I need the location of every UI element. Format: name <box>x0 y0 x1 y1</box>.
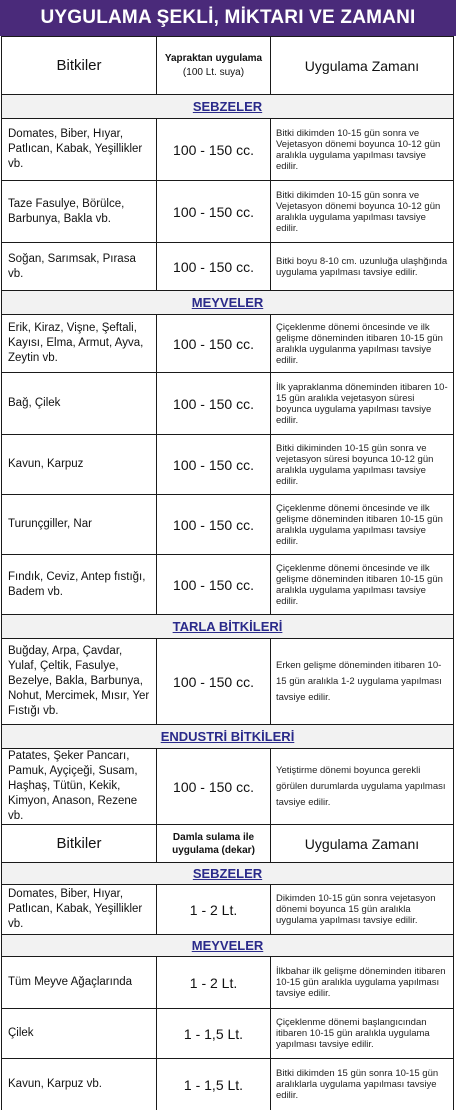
plants-cell: Domates, Biber, Hıyar, Patlıcan, Kabak, Yeşillikler vb. <box>2 119 157 181</box>
timing-cell: Çiçeklenme dönemi öncesinde ve ilk gelişme döneminden itibaren 10-15 gün aralıkla uygulama yapılması tavsiye edilir. <box>271 495 454 555</box>
table-row <box>2 957 454 1009</box>
dose-cell: 100 - 150 cc. <box>157 435 271 495</box>
table-row <box>2 1059 454 1110</box>
table-row <box>2 495 454 555</box>
table-row <box>2 749 454 825</box>
header-foliar-dose-line1: Yapraktan uygulama <box>164 52 263 64</box>
plants-cell: Patates, Şeker Pancarı, Pamuk, Ayçiçeği, Susam, Haşhaş, Tütün, Kekik, Kimyon, Anason, Rezene vb. <box>2 749 157 825</box>
category-label: MEYVELER <box>191 295 264 310</box>
category-row <box>2 615 454 639</box>
dose-cell: 100 - 150 cc. <box>157 495 271 555</box>
category-label: SEBZELER <box>192 99 263 114</box>
plants-cell: Domates, Biber, Hıyar, Patlıcan, Kabak, Yeşillikler vb. <box>2 885 157 935</box>
category-row <box>2 95 454 119</box>
category-label: TARLA BİTKİLERİ <box>172 619 283 634</box>
category-row <box>2 725 454 749</box>
header-drip-dose <box>157 825 271 863</box>
header-foliar-dose-line2: (100 Lt. suya) <box>182 66 245 78</box>
plants-cell: Çilek <box>2 1009 157 1059</box>
dose-cell: 100 - 150 cc. <box>157 749 271 825</box>
category-label: MEYVELER <box>191 938 264 953</box>
table-row <box>2 181 454 243</box>
timing-cell: Yetiştirme dönemi boyunca gerekli görülen durumlarda uygulama yapılması tavsiye edilir. <box>271 749 454 825</box>
plants-cell: Buğday, Arpa, Çavdar, Yulaf, Çeltik, Fasulye, Bezelye, Bakla, Barbunya, Nohut, Mercimek, Mısır, Yer Fıstığı vb. <box>2 639 157 725</box>
timing-cell: Bitki dikiminden 10-15 gün sonra ve vejetasyon süresi boyunca 10-12 gün aralıkla uygulama yapılması tavsiye edilir. <box>271 435 454 495</box>
dose-cell: 100 - 150 cc. <box>157 181 271 243</box>
dose-cell: 1 - 1,5 Lt. <box>157 1009 271 1059</box>
dose-cell: 100 - 150 cc. <box>157 119 271 181</box>
timing-cell: Erken gelişme döneminden itibaren 10-15 gün aralıkla 1-2 uygulama yapılması tavsiye edilir. <box>271 639 454 725</box>
table-row <box>2 555 454 615</box>
category-endustri <box>2 725 454 749</box>
timing-cell: İlkbahar ilk gelişme döneminden itibaren 10-15 gün aralıkla uygulama yapılması tavsiye edilir. <box>271 957 454 1009</box>
application-table <box>1 36 454 1110</box>
plants-cell: Erik, Kiraz, Vişne, Şeftali, Kayısı, Elma, Armut, Ayva, Zeytin vb. <box>2 315 157 373</box>
header-timing: Uygulama Zamanı <box>271 825 454 863</box>
timing-cell: Çiçeklenme dönemi öncesinde ve ilk gelişme döneminden itibaren 10-15 gün aralıkla uygulama yapılması tavsiye edilir. <box>271 555 454 615</box>
table-row <box>2 1009 454 1059</box>
table-row <box>2 639 454 725</box>
timing-cell: Bitki dikimden 10-15 gün sonra ve Vejetasyon dönemi boyunca 10-12 gün aralıkla uygulama yapılması tavsiye edilir. <box>271 119 454 181</box>
timing-cell: Çiçeklenme dönemi öncesinde ve ilk gelişme döneminden itibaren 10-15 gün aralıkla uygulanma yapılması tavsiye edilir. <box>271 315 454 373</box>
timing-cell: Çiçeklenme dönemi başlangıcından itibaren 10-15 gün aralıkla uygulama yapılması tavsiye edilir. <box>271 1009 454 1059</box>
plants-cell: Kavun, Karpuz <box>2 435 157 495</box>
dose-cell: 100 - 150 cc. <box>157 639 271 725</box>
table-row <box>2 435 454 495</box>
page-title: UYGULAMA ŞEKLİ, MİKTARI VE ZAMANI <box>0 0 456 36</box>
header-timing: Uygulama Zamanı <box>271 37 454 95</box>
table-row <box>2 119 454 181</box>
table-header-drip <box>2 825 454 863</box>
category-tarla <box>2 615 454 639</box>
table-header-foliar <box>2 37 454 95</box>
category-sebzeler <box>2 95 454 119</box>
dose-cell: 1 - 1,5 Lt. <box>157 1059 271 1110</box>
timing-cell: Dikimden 10-15 gün sonra vejetasyon dönemi boyunca 15 gün aralıkla uygulama yapılması tavsiye edilir. <box>271 885 454 935</box>
category-meyveler <box>2 291 454 315</box>
category-row <box>2 291 454 315</box>
plants-cell: Tüm Meyve Ağaçlarında <box>2 957 157 1009</box>
header-foliar-dose <box>157 37 271 95</box>
timing-cell: Bitki dikimden 10-15 gün sonra ve Vejetasyon dönemi boyunca 10-12 gün aralıkla uygulama yapılması tavsiye edilir. <box>271 181 454 243</box>
dose-cell: 1 - 2 Lt. <box>157 885 271 935</box>
timing-cell: Bitki boyu 8-10 cm. uzunluğa ulaşhğında uygulama yapılması tavsiye edilir. <box>271 243 454 291</box>
header-drip-dose-line2: uygulama (dekar) <box>172 844 255 856</box>
category-drip-sebzeler <box>2 863 454 885</box>
plants-cell: Taze Fasulye, Börülce, Barbunya, Bakla vb. <box>2 181 157 243</box>
plants-cell: Kavun, Karpuz vb. <box>2 1059 157 1110</box>
timing-cell: Bitki dikimden 15 gün sonra 10-15 gün aralıklarla uygulama yapılması tavsiye edilir. <box>271 1059 454 1110</box>
plants-cell: Soğan, Sarımsak, Pırasa vb. <box>2 243 157 291</box>
category-row <box>2 935 454 957</box>
category-label: SEBZELER <box>192 866 263 881</box>
dose-cell: 100 - 150 cc. <box>157 243 271 291</box>
table-row <box>2 243 454 291</box>
table-row <box>2 373 454 435</box>
header-drip-dose-line1: Damla sulama ile <box>172 831 255 843</box>
plants-cell: Bağ, Çilek <box>2 373 157 435</box>
plants-cell: Turunçgiller, Nar <box>2 495 157 555</box>
category-row <box>2 863 454 885</box>
table-row <box>2 315 454 373</box>
table-row <box>2 885 454 935</box>
header-plants: Bitkiler <box>2 37 157 95</box>
plants-cell: Fındık, Ceviz, Antep fıstığı, Badem vb. <box>2 555 157 615</box>
category-label: ENDUSTRİ BİTKİLERİ <box>160 729 295 744</box>
dose-cell: 100 - 150 cc. <box>157 373 271 435</box>
dose-cell: 100 - 150 cc. <box>157 555 271 615</box>
category-drip-meyveler <box>2 935 454 957</box>
header-plants: Bitkiler <box>2 825 157 863</box>
timing-cell: İlk yapraklanma döneminden itibaren 10-15 gün aralıkla vejetasyon süresi boyunca uygulama yapılması tavsiye edilir. <box>271 373 454 435</box>
dose-cell: 1 - 2 Lt. <box>157 957 271 1009</box>
dose-cell: 100 - 150 cc. <box>157 315 271 373</box>
